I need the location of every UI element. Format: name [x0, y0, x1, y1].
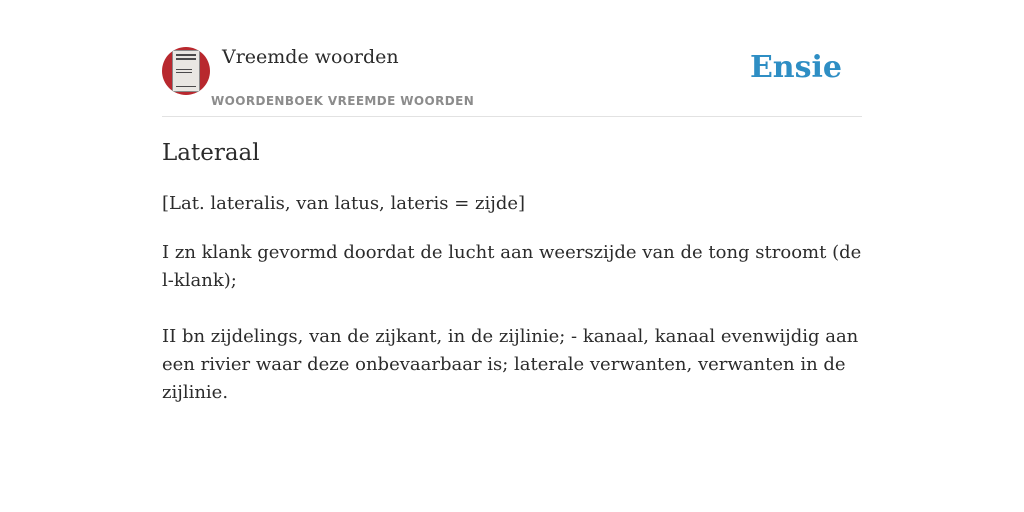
- entry-definition-2: II bn zijdelings, van de zijkant, in de zijlinie; - kanaal, kanaal evenwijdig aan een rivier waar deze onbevaarbaar is; laterale verwanten, verwanten in de zijlinie.: [162, 326, 859, 403]
- book-cover-icon: [172, 50, 200, 92]
- entry-word: Lateraal: [162, 140, 260, 166]
- source-title-link[interactable]: Vreemde woorden: [222, 46, 399, 68]
- source-avatar[interactable]: [162, 47, 210, 95]
- entry-etymology: [Lat. lateralis, van latus, lateris = zijde]: [162, 193, 526, 214]
- source-header: [162, 0, 862, 117]
- page-container: [162, 0, 862, 403]
- source-subtitle: WOORDENBOEK VREEMDE WOORDEN: [211, 94, 475, 108]
- ensie-logo-link[interactable]: Ensie: [749, 50, 842, 85]
- entry-definition-1: I zn klank gevormd doordat de lucht aan weerszijde van de tong stroomt (de l-klank);: [162, 242, 862, 291]
